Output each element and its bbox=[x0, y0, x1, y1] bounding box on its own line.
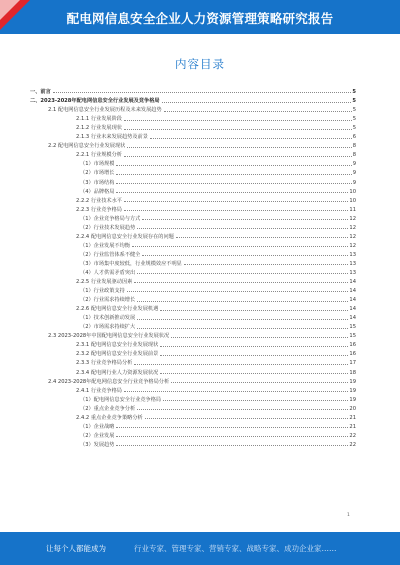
toc-entry[interactable] bbox=[30, 122, 356, 131]
toc-dot-leader bbox=[116, 427, 348, 428]
toc-entry-title: 2.2.4 配电网信息安全行业发展存在的问题 bbox=[76, 233, 174, 240]
toc-dot-leader bbox=[116, 183, 351, 184]
toc-dot-leader bbox=[132, 246, 348, 247]
toc-entry[interactable] bbox=[30, 366, 356, 375]
toc-entry[interactable] bbox=[30, 330, 356, 339]
toc-dot-leader bbox=[124, 120, 352, 121]
toc-dot-leader bbox=[137, 301, 348, 302]
toc-entry[interactable] bbox=[30, 222, 356, 231]
toc-entry-title: （2）重点企业竞争分析 bbox=[80, 405, 136, 412]
toc-entry[interactable] bbox=[30, 267, 356, 276]
toc-entry[interactable] bbox=[30, 276, 356, 285]
toc-entry[interactable] bbox=[30, 412, 356, 421]
toc-dot-leader bbox=[160, 346, 348, 347]
toc-entry-title: 2.3.1 配电网信息安全行业发展现状 bbox=[76, 342, 159, 349]
toc-dot-leader bbox=[124, 210, 348, 211]
toc-entry[interactable] bbox=[30, 376, 356, 385]
toc-entry-title: 2.2 配电网信息安全行业发展现状 bbox=[48, 143, 126, 150]
toc-entry[interactable] bbox=[30, 104, 356, 113]
toc-entry-title: （1）企业战略 bbox=[80, 423, 115, 430]
toc-dot-leader bbox=[124, 156, 352, 157]
toc-entry-page: 6 bbox=[352, 134, 356, 141]
toc-entry-page: 21 bbox=[349, 423, 356, 430]
toc-entry[interactable] bbox=[30, 394, 356, 403]
toc-dot-leader bbox=[137, 319, 348, 320]
toc-entry[interactable] bbox=[30, 312, 356, 321]
toc-entry[interactable] bbox=[30, 258, 356, 267]
toc-entry[interactable] bbox=[30, 176, 356, 185]
toc-dot-leader bbox=[164, 111, 352, 112]
table-of-contents bbox=[30, 86, 356, 448]
toc-entry-title: （1）技术创新推动发展 bbox=[80, 315, 136, 322]
toc-entry[interactable] bbox=[30, 213, 356, 222]
toc-dot-leader bbox=[124, 129, 352, 130]
report-title: 配电网信息安全企业人力资源管理策略研究报告 bbox=[66, 11, 334, 26]
toc-entry-page: 5 bbox=[352, 98, 356, 105]
toc-entry-page: 13 bbox=[349, 260, 356, 267]
toc-entry-page: 21 bbox=[349, 414, 356, 421]
toc-entry-title: 2.2.5 行业发展驱动因素 bbox=[76, 279, 133, 286]
toc-dot-leader bbox=[137, 328, 348, 329]
toc-entry-page: 14 bbox=[349, 315, 356, 322]
toc-dot-leader bbox=[116, 436, 348, 437]
toc-entry-page: 14 bbox=[349, 288, 356, 295]
toc-entry-title: 2.2.2 行业技术水平 bbox=[76, 197, 122, 204]
toc-dot-leader bbox=[124, 391, 348, 392]
toc-entry-title: 2.3.4 配电网行业人力资源发展状况 bbox=[76, 369, 159, 376]
toc-entry-title: （1）企业发展不均衡 bbox=[80, 242, 130, 249]
toc-entry-title: （3）市场集中度较低，行业规模效应不明显 bbox=[80, 260, 182, 267]
toc-entry-page: 17 bbox=[349, 360, 356, 367]
toc-entry-title: 2.4.2 重点企业竞争策略分析 bbox=[76, 414, 143, 421]
toc-entry-page: 11 bbox=[349, 206, 356, 213]
toc-entry-page: 5 bbox=[352, 125, 356, 132]
toc-entry-title: （1）企业竞争格局与方式 bbox=[80, 215, 141, 222]
toc-dot-leader bbox=[142, 255, 348, 256]
toc-entry-title: 一、前言 bbox=[30, 89, 51, 96]
toc-dot-leader bbox=[142, 219, 348, 220]
toc-entry-page: 22 bbox=[349, 441, 356, 448]
toc-entry-page: 19 bbox=[349, 378, 356, 385]
toc-entry-title: 2.1.1 行业发展阶段 bbox=[76, 116, 122, 123]
toc-entry-page: 14 bbox=[349, 279, 356, 286]
toc-entry-title: （1）行业政策支持 bbox=[80, 288, 125, 295]
toc-dot-leader bbox=[116, 165, 351, 166]
toc-entry[interactable] bbox=[30, 348, 356, 357]
toc-dot-leader bbox=[163, 400, 348, 401]
toc-dot-leader bbox=[134, 364, 348, 365]
toc-dot-leader bbox=[171, 337, 348, 338]
toc-entry-title: （2）行业需求持续增长 bbox=[80, 297, 136, 304]
toc-entry[interactable] bbox=[30, 113, 356, 122]
toc-entry[interactable] bbox=[30, 430, 356, 439]
footer-tagline: 行业专家、管理专家、营销专家、战略专家、成功企业家…… bbox=[134, 544, 337, 553]
toc-entry[interactable] bbox=[30, 86, 356, 95]
toc-dot-leader bbox=[116, 445, 348, 446]
toc-heading: 内容目录 bbox=[175, 57, 225, 71]
toc-entry-page: 13 bbox=[349, 251, 356, 258]
footer-slogan: 让每个人都能成为 bbox=[46, 544, 106, 553]
toc-entry-title: 2.3.3 行业竞争格局分析 bbox=[76, 360, 133, 367]
toc-entry[interactable] bbox=[30, 131, 356, 140]
toc-entry[interactable] bbox=[30, 204, 356, 213]
toc-dot-leader bbox=[145, 418, 349, 419]
toc-dot-leader bbox=[171, 382, 348, 383]
toc-entry-page: 9 bbox=[352, 161, 356, 168]
toc-entry-page: 19 bbox=[349, 387, 356, 394]
toc-dot-leader bbox=[127, 291, 349, 292]
toc-entry[interactable] bbox=[30, 303, 356, 312]
toc-entry[interactable] bbox=[30, 167, 356, 176]
toc-entry[interactable] bbox=[30, 249, 356, 258]
toc-entry[interactable] bbox=[30, 240, 356, 249]
page-header bbox=[0, 0, 400, 34]
toc-entry[interactable] bbox=[30, 403, 356, 412]
toc-entry-title: （4）品牌格局 bbox=[80, 188, 115, 195]
toc-entry-page: 19 bbox=[349, 396, 356, 403]
toc-entry-title: 2.2.3 行业竞争格局 bbox=[76, 206, 122, 213]
toc-entry[interactable] bbox=[30, 421, 356, 430]
toc-entry-page: 14 bbox=[349, 306, 356, 313]
toc-dot-leader bbox=[127, 147, 351, 148]
toc-entry-title: 2.4 2023-2028年配电网信息安全行业竞争格局分析 bbox=[48, 378, 170, 385]
toc-entry-title: 2.4.1 行业竞争格局 bbox=[76, 387, 122, 394]
toc-dot-leader bbox=[160, 310, 348, 311]
toc-entry-page: 9 bbox=[352, 179, 356, 186]
toc-dot-leader bbox=[150, 138, 352, 139]
toc-entry-page: 5 bbox=[352, 89, 356, 96]
toc-dot-leader bbox=[160, 373, 348, 374]
toc-entry-title: （2）市场需求持续扩大 bbox=[80, 324, 136, 331]
toc-dot-leader bbox=[116, 192, 348, 193]
toc-entry-title: （3）市场结构 bbox=[80, 179, 115, 186]
toc-entry[interactable] bbox=[30, 357, 356, 366]
toc-entry-page: 8 bbox=[352, 143, 356, 150]
toc-entry[interactable] bbox=[30, 439, 356, 448]
toc-entry[interactable] bbox=[30, 321, 356, 330]
toc-dot-leader bbox=[184, 264, 349, 265]
toc-entry-page: 12 bbox=[349, 233, 356, 240]
toc-entry-title: 2.3.2 配电网信息安全行业发展前景 bbox=[76, 351, 159, 358]
toc-entry-title: 2.3 2023-2028年中国配电网信息安全行业发展状况 bbox=[48, 333, 170, 340]
toc-entry-title: 2.1.3 行业未来发展趋势及前景 bbox=[76, 134, 148, 141]
toc-entry[interactable] bbox=[30, 385, 356, 394]
toc-entry[interactable] bbox=[30, 186, 356, 195]
toc-entry-title: （2）企业发展 bbox=[80, 432, 115, 439]
toc-entry-page: 20 bbox=[349, 405, 356, 412]
toc-entry-title: （2）行业技术发展趋势 bbox=[80, 224, 136, 231]
toc-entry[interactable] bbox=[30, 140, 356, 149]
toc-entry-page: 16 bbox=[349, 342, 356, 349]
toc-entry-title: 2.1 配电网信息安全行业发展历程及未来发展趋势 bbox=[48, 107, 162, 114]
toc-entry-page: 13 bbox=[349, 269, 356, 276]
toc-entry-page: 9 bbox=[352, 170, 356, 177]
toc-entry-page: 12 bbox=[349, 215, 356, 222]
toc-entry-page: 12 bbox=[349, 224, 356, 231]
toc-dot-leader bbox=[137, 273, 348, 274]
toc-entry-page: 15 bbox=[349, 333, 356, 340]
toc-dot-leader bbox=[162, 102, 352, 103]
toc-entry-title: （4）人才供需矛盾突出 bbox=[80, 269, 136, 276]
toc-entry-title: （3）发展趋势 bbox=[80, 441, 115, 448]
toc-entry[interactable] bbox=[30, 195, 356, 204]
toc-dot-leader bbox=[116, 174, 351, 175]
toc-dot-leader bbox=[124, 201, 348, 202]
toc-dot-leader bbox=[160, 355, 348, 356]
toc-entry-title: 2.1.2 行业发展现状 bbox=[76, 125, 122, 132]
toc-entry[interactable] bbox=[30, 95, 356, 104]
toc-entry-page: 5 bbox=[352, 107, 356, 114]
toc-entry-page: 10 bbox=[349, 197, 356, 204]
toc-entry-page: 15 bbox=[349, 324, 356, 331]
toc-dot-leader bbox=[176, 237, 349, 238]
toc-entry-page: 12 bbox=[349, 242, 356, 249]
toc-entry-page: 10 bbox=[349, 188, 356, 195]
toc-entry-page: 22 bbox=[349, 432, 356, 439]
toc-entry-title: 2.2.1 行业规模分析 bbox=[76, 152, 122, 159]
toc-entry-title: （1）市场规模 bbox=[80, 161, 115, 168]
toc-entry-title: 二、2023-2028年配电网信息安全行业发展及竞争格局 bbox=[30, 98, 160, 105]
toc-entry-page: 16 bbox=[349, 351, 356, 358]
toc-entry[interactable] bbox=[30, 294, 356, 303]
toc-entry[interactable] bbox=[30, 339, 356, 348]
toc-entry[interactable] bbox=[30, 158, 356, 167]
page-number: 1 bbox=[347, 513, 350, 518]
page-footer bbox=[0, 532, 400, 565]
toc-entry-title: （2）行业监管体系不健全 bbox=[80, 251, 141, 258]
toc-entry-page: 18 bbox=[349, 369, 356, 376]
toc-entry-page: 5 bbox=[352, 116, 356, 123]
toc-dot-leader bbox=[137, 409, 348, 410]
toc-entry-title: （2）市场增长 bbox=[80, 170, 115, 177]
toc-dot-leader bbox=[134, 282, 348, 283]
toc-entry-title: （1）配电网信息安全行业竞争格局 bbox=[80, 396, 162, 403]
toc-entry[interactable] bbox=[30, 149, 356, 158]
toc-entry[interactable] bbox=[30, 231, 356, 240]
toc-dot-leader bbox=[137, 228, 348, 229]
toc-entry[interactable] bbox=[30, 285, 356, 294]
toc-entry-page: 14 bbox=[349, 297, 356, 304]
toc-entry-page: 8 bbox=[352, 152, 356, 159]
toc-dot-leader bbox=[53, 92, 352, 93]
toc-entry-title: 2.2.6 配电网信息安全行业发展机遇 bbox=[76, 306, 159, 313]
